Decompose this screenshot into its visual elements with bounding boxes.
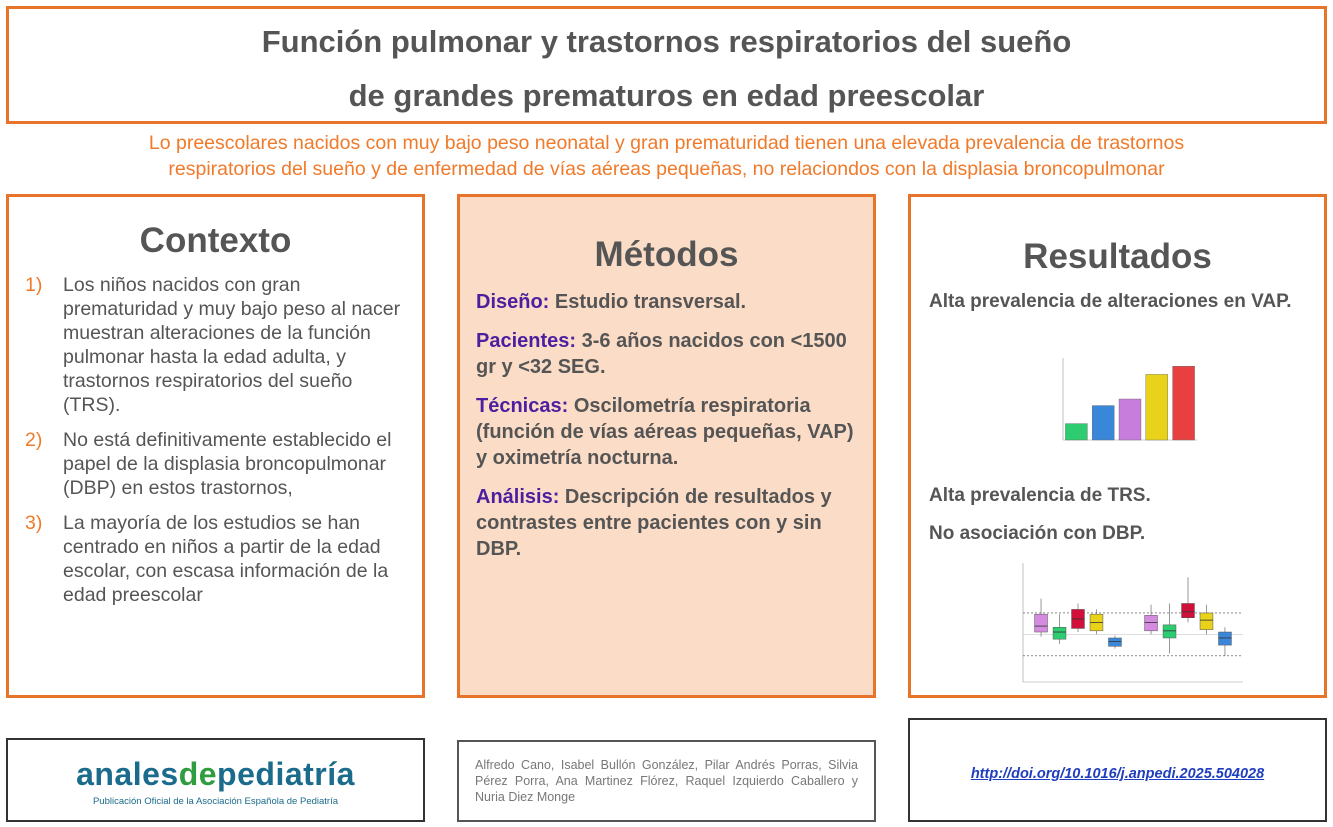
logo-part-anales: anales xyxy=(76,756,179,792)
logo-part-de: de xyxy=(178,756,218,792)
context-list xyxy=(9,273,422,607)
context-title: Contexto xyxy=(139,221,292,260)
results-finding-trs: Alta prevalencia de TRS. xyxy=(929,485,1151,506)
list-item xyxy=(25,273,410,417)
authors-text: Alfredo Cano, Isabel Bullón González, Pilar Andrés Porras, Silvia Pérez Porra, Ana Martinez Flórez, Raquel Izquierdo Caballero y Nuria Diez Monge xyxy=(475,758,858,804)
doi-link[interactable]: http://doi.org/10.1016/j.anpedi.2025.504028 xyxy=(970,766,1265,782)
journal-logo xyxy=(8,756,423,793)
box xyxy=(1108,638,1121,646)
methods-list xyxy=(476,289,861,562)
bar xyxy=(1092,406,1114,440)
methods-title: Métodos xyxy=(594,235,739,274)
methods-key: Análisis: xyxy=(476,486,560,508)
summary-text xyxy=(0,130,1333,182)
page-title-line1: Función pulmonar y trastornos respiratorios del sueño xyxy=(261,24,1072,59)
page-title-line2: de grandes prematuros en edad preescolar xyxy=(348,78,985,113)
box xyxy=(1200,613,1213,630)
methods-value: 3-6 años nacidos con <1500 gr y <32 SEG. xyxy=(476,330,847,378)
methods-value: Estudio transversal. xyxy=(549,291,747,313)
authors-box xyxy=(457,740,876,822)
dbp-box-plot xyxy=(1003,557,1248,692)
summary-line2: respiratorios del sueño y de enfermedad de vías aéreas pequeñas, no relaciondos con la displasia broncopulmonar xyxy=(168,158,1165,180)
box xyxy=(1053,627,1066,639)
box xyxy=(1035,614,1048,632)
list-item-number: 1) xyxy=(25,274,43,296)
logo-part-pediatria: pediatría xyxy=(217,756,355,792)
methods-value: Oscilometría respiratoria (función de vías aéreas pequeñas, VAP) y oximetría nocturna. xyxy=(476,395,854,469)
methods-item-analysis xyxy=(476,484,861,562)
results-finding-dbp: No asociación con DBP. xyxy=(929,523,1146,544)
bar xyxy=(1065,424,1087,440)
methods-item-patients xyxy=(476,328,861,380)
methods-key: Técnicas: xyxy=(476,395,569,417)
results-panel xyxy=(908,194,1327,698)
list-item-text: La mayoría de los estudios se han centrado en niños a partir de la edad escolar, con escasa información de la edad preescolar xyxy=(63,512,389,606)
bar xyxy=(1173,366,1195,440)
methods-key: Diseño: xyxy=(476,291,550,313)
box xyxy=(1218,632,1231,645)
results-title: Resultados xyxy=(1023,237,1212,276)
box xyxy=(1145,615,1158,630)
methods-item-techniques xyxy=(476,393,861,471)
doi-box xyxy=(908,718,1327,822)
vap-bar-chart xyxy=(1041,352,1201,452)
journal-logo-subtitle: Publicación Oficial de la Asociación Española de Pediatría xyxy=(92,796,339,807)
list-item xyxy=(25,511,410,607)
list-item-number: 3) xyxy=(25,512,43,534)
results-finding-vap: Alta prevalencia de alteraciones en VAP. xyxy=(929,291,1292,312)
bar xyxy=(1146,374,1168,440)
journal-logo-box xyxy=(6,738,425,822)
box xyxy=(1163,625,1176,638)
list-item xyxy=(25,428,410,500)
methods-item-design xyxy=(476,289,861,315)
list-item-text: Los niños nacidos con gran prematuridad y muy bajo peso al nacer muestran alteraciones de la función pulmonar hasta la edad adulta, y trastornos respiratorios del sueño (TRS). xyxy=(63,274,401,416)
bar xyxy=(1119,399,1141,440)
box xyxy=(1182,603,1195,617)
list-item-number: 2) xyxy=(25,429,43,451)
context-panel xyxy=(6,194,425,698)
methods-key: Pacientes: xyxy=(476,330,577,352)
summary-line1: Lo preescolares nacidos con muy bajo peso neonatal y gran prematuridad tienen una elevada prevalencia de trastornos xyxy=(148,132,1185,154)
methods-value: Descripción de resultados y contrastes entre pacientes con y sin DBP. xyxy=(476,486,832,560)
list-item-text: No está definitivamente establecido el papel de la displasia broncopulmonar (DBP) en estos trastornos, xyxy=(63,429,392,499)
title-box xyxy=(6,6,1327,124)
methods-panel xyxy=(457,194,876,698)
